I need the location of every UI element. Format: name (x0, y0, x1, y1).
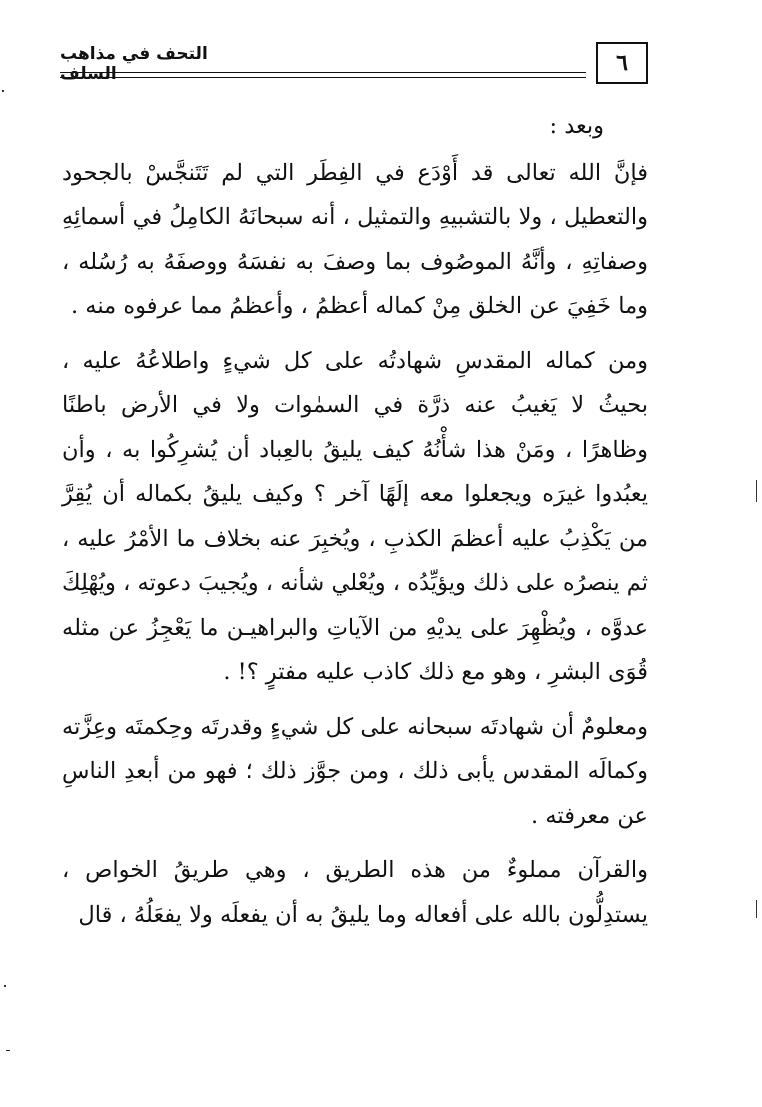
page-number-box (596, 42, 648, 84)
text-line: أبعدِ الناسِ عن معرفته . (62, 758, 648, 829)
scan-mark (6, 1050, 10, 1051)
text-line: وما خَفِيَ عن الخلق مِنْ كماله أعظمُ ، وأعظمُ مما عرفوه منه . (70, 293, 648, 319)
text-line: ما يَعْجِزُ عن مثله قُوَى البشرِ ، وهو مع ذلك كاذب عليه (62, 614, 648, 685)
header-rule (60, 77, 586, 78)
text-line: وعِزَّته وكمالَه المقدس يأبى ذلك ، ومن جوَّز ذلك ؛ فهو من (62, 713, 648, 784)
paragraph-3 (62, 705, 648, 839)
text-line: من يَكْذِبُ عليه أعظمَ الكذبِ ، ويُخبِرَ عنه بخلاف ما الأمْرُ (125, 525, 649, 552)
scan-mark (756, 900, 757, 918)
header-rule (60, 72, 586, 73)
text-line: فإنَّ الله تعالى قد أَوْدَع في الفِطَر التي لم تَتَنجَّسْ بالجحود (62, 159, 648, 186)
page-number: ٦ (616, 50, 628, 76)
text-line: عليه ، ثم ينصرُه على ذلك ويؤيِّدُه ، ويُعْلي شأنه ، ويُجيبَ (62, 525, 648, 596)
text-line: ومن كماله المقدسِ شهادتُه على كل شيءٍ واطلاعُهُ عليه ، (62, 347, 648, 374)
scan-mark (2, 90, 4, 92)
text-line: وظاهرًا ، ومَنْ هذا شأْنُهُ كيف يليقُ بالعِباد أن يُشرِكُوا به ، وأن (62, 436, 648, 463)
greeting: وبعد : (549, 113, 604, 139)
paragraph-4 (62, 848, 648, 937)
text-line: وصفاتِهِ ، وأنَّهُ الموصُوف بما وصفَ به نفسَهُ ووصفَهُ به رُسُله ، (62, 248, 648, 275)
text-line: يستدِلُّون بالله على أفعاله وما يليقُ به أن يفعلَه ولا يفعَلُهُ ، قال (78, 901, 648, 928)
text-line: والتعطيل ، ولا بالتشبيهِ والتمثيل ، أنه سبحانَهُ الكامِلُ في أسمائِهِ (62, 204, 648, 230)
text-line: ومعلومٌ أن شهادتَه سبحانه على كل شيءٍ وقدرتَه وحِكمتَه (124, 713, 648, 740)
scan-mark (756, 480, 757, 502)
paragraph-2 (62, 339, 648, 695)
paragraph-1 (62, 151, 648, 329)
text-line: دعوته ، ويُهْلِكَ عدوَّه ، ويُظْهِرَ على يديْهِ من الآياتِ والبراهيـن (62, 570, 649, 641)
text-line: يعبُدوا غيرَه ويجعلوا معه إلَهًا آخر ؟ وكيف يليقُ بكماله أن يُقِرَّ (62, 481, 648, 507)
text-line: مفترٍ ؟! . (223, 659, 309, 685)
scan-mark (4, 985, 6, 987)
text-line: والقرآن مملوءٌ من هذه الطريق ، وهي طريقُ الخواص ، (62, 857, 648, 883)
running-title: التحف في مذاهب السلف (60, 44, 208, 84)
page-body (62, 104, 648, 937)
text-line: بحيثُ لا يَغيبُ عنه ذرَّة في السمٰوات ولا في الأرض باطنًا (62, 392, 648, 418)
